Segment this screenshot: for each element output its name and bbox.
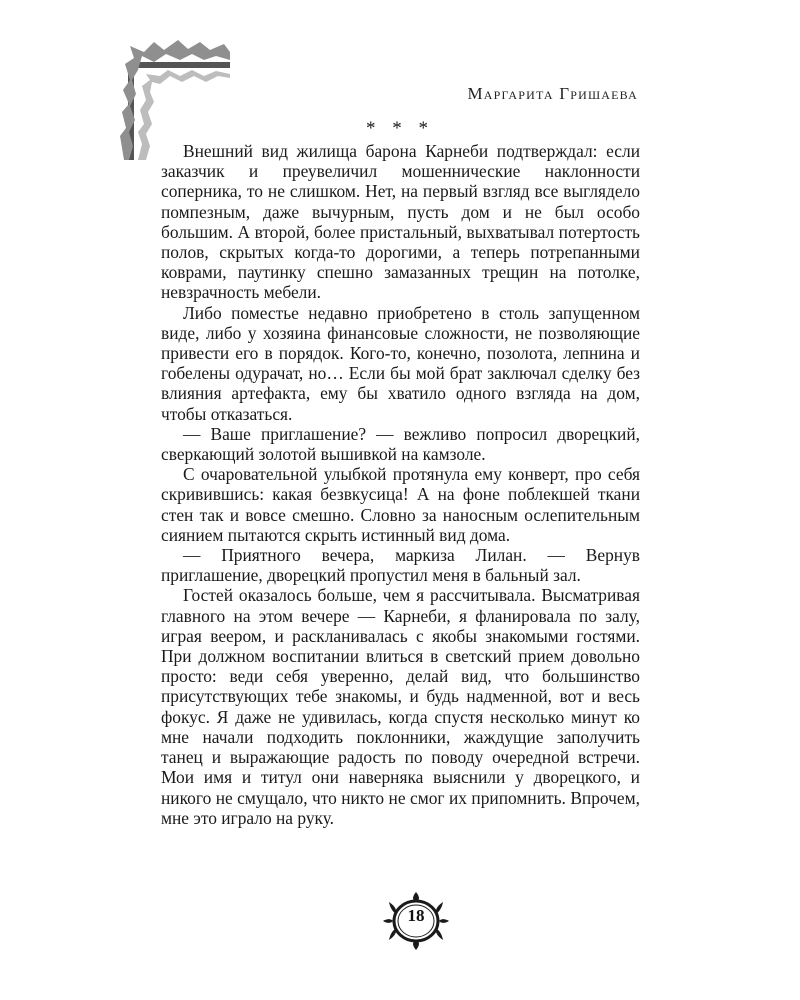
- running-header-author: Маргарита Гришаева: [467, 84, 638, 103]
- paragraph: Гостей оказалось больше, чем я рассчитывала. Высматривая главного на этом вечере — Карнеби, я фланировала по залу, играя веером, и раскланивалась с якобы знакомыми гостями. При должном воспитании влиться в светский прием довольно просто: веди себя уверенно, делай вид, что большинство присутствующих тебе знакомы, и будь надменной, вот и весь фокус. Я даже не удивилась, когда спустя несколько минут ко мне начали подходить поклонники, жаждущие заполучить танец и выражающие радость по поводу очередной встречи. Мои имя и титул они наверняка выяснили у дворецкого, и никого не смущало, что никто не смог их припомнить. Впрочем, мне это играло на руку.: [161, 585, 640, 828]
- paragraph: С очаровательной улыбкой протянула ему конверт, про себя скривившись: какая безвкусица! А на фоне поблекшей ткани стен так и вовсе смешно. Словно за наносным ослепительным сиянием пытаются скрыть истинный вид дома.: [161, 464, 640, 545]
- body-text: [161, 141, 640, 828]
- page-number: 18: [407, 906, 425, 925]
- paragraph: Либо поместье недавно приобретено в столь запущенном виде, либо у хозяина финансовые сложности, не позволяющие привести его в порядок. Кого-то, конечно, позолота, лепнина и гобелены одурачат, но… Если бы мой брат заключал сделку без влияния артефакта, ему бы хватило одного взгляда на дом, чтобы отказаться.: [161, 302, 640, 424]
- paragraph: — Приятного вечера, маркиза Лилан. — Вернув приглашение, дворецкий пропустил меня в бальный зал.: [161, 545, 640, 586]
- paragraph: — Ваше приглашение? — вежливо попросил дворецкий, сверкающий золотой вышивкой на камзоле.: [161, 423, 640, 465]
- section-break: * * *: [366, 118, 434, 139]
- paragraph: Внешний вид жилища барона Карнеби подтверждал: если заказчик и преувеличил мошеннические наклонности соперника, то не слишком. Нет, на первый взгляд все выглядело помпезным, даже вычурным, пусть дом и не был особо большим. А второй, более пристальный, выхватывал потертость полов, скрытых когда-то дорогими, а теперь потрепанными коврами, паутинку спешно замазанных трещин на потолке, невзрачность мебели.: [161, 141, 640, 303]
